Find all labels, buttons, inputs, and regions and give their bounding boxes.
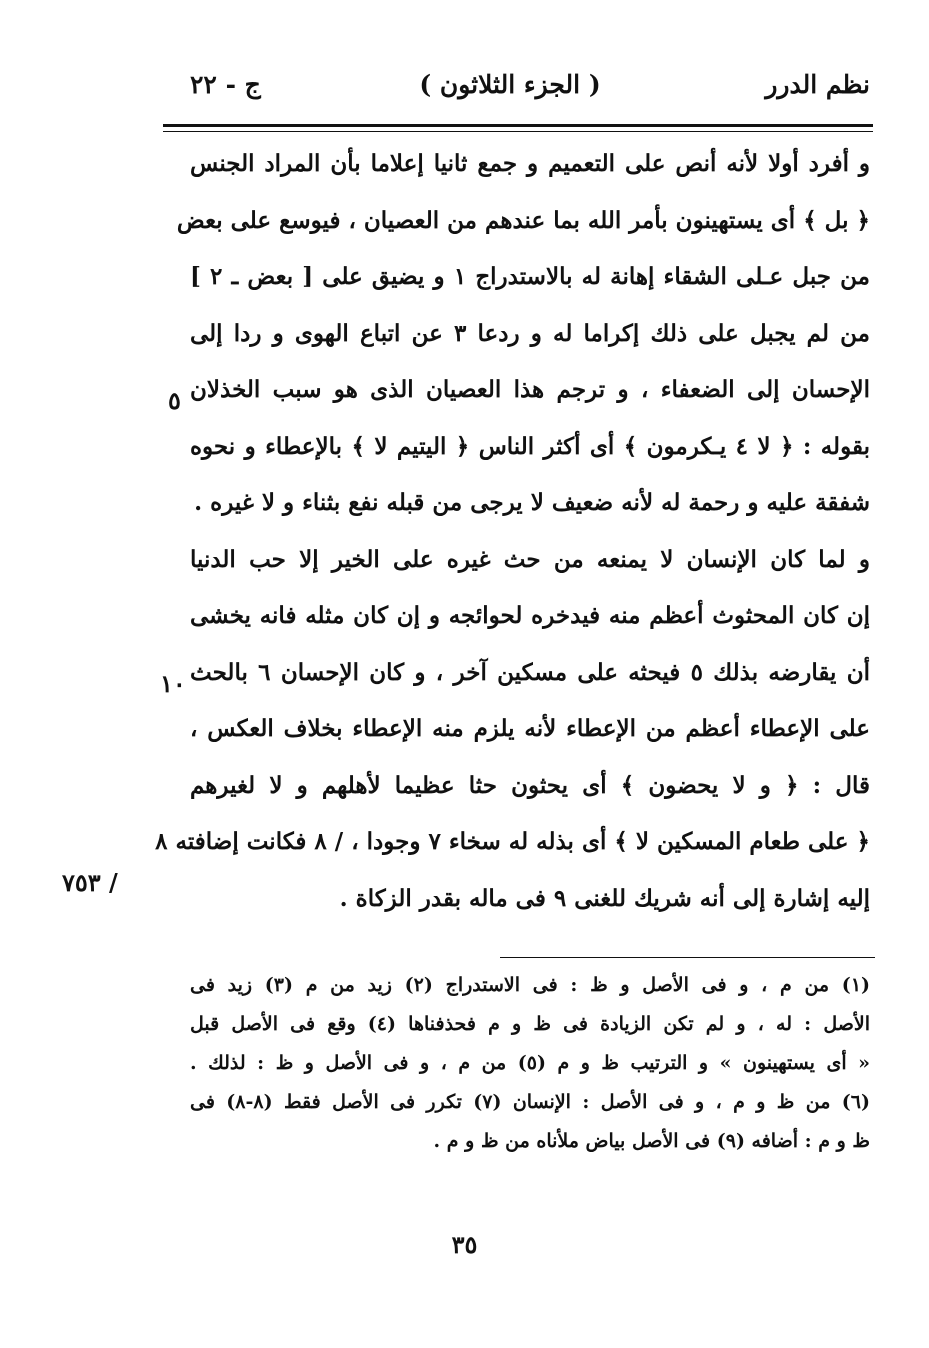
page-number: ٣٥: [451, 1230, 478, 1259]
text-line: إن كان المحثوث أعظم منه فيدخره لحوائجه و إن كان مثله فانه يخشى: [190, 602, 870, 629]
footnotes: [190, 966, 870, 1161]
footnote-line: (٦) من ظ و م ، و فى الأصل : الإنسان (٧) تكرر فى الأصل فقط (٨-٨) فى: [190, 1091, 870, 1113]
margin-folio-marker: ٧٥٣ /: [62, 868, 118, 897]
running-header: [150, 62, 870, 112]
footnote-separator: [500, 957, 875, 958]
footnote-line: (١) من م ، و فى الأصل و ظ : فى الاستدراج (٢) زيد من م (٣) زيد فى: [190, 974, 871, 996]
text-line: و لما كان الإنسان لا يمنعه من حث غيره على الخير إلا حب الدنيا: [190, 545, 870, 573]
header-part-title: ( الجزء الثلاثون ): [419, 70, 601, 99]
text-line: إليه إشارة إلى أنه شريك للغنى ٩ فى ماله بقدر الزكاة .: [339, 884, 870, 912]
text-line: قال : ﴿ و لا يحضون ﴾ أى يحثون حثا عظيما لأهلهم و لا لغيرهم: [190, 771, 870, 799]
footnote-line: « أى يستهينون » و الترتيب ظ و م (٥) من م ، و فى الأصل و ظ : لذلك .: [190, 1052, 870, 1074]
header-rule-thin: [163, 131, 873, 132]
margin-line-number-10: ١٠: [160, 669, 186, 698]
text-line: أن يقارضه بذلك ٥ فيحثه على مسكين آخر ، و كان الإحسان ٦ بالحث: [190, 658, 871, 686]
text-line: من لم يجبل على ذلك إكراما له و ردعا ٣ عن اتباع الهوى و ردا إلى: [190, 319, 870, 347]
text-line: على الإعطاء أعظم من الإعطاء لأنه يلزم منه الإعطاء بخلاف العكس ،: [190, 715, 870, 742]
margin-line-number-5: ٥: [168, 386, 181, 415]
text-line: بقوله : ﴿ لا ٤ يـكرمون ﴾ أى أكثر الناس ﴿ اليتيم لا ﴾ بالإعطاء و نحوه: [190, 432, 870, 460]
text-line: ﴿ على طعام المسكين لا ﴾ أى بذله له سخاء ٧ وجودا ، / ٨ فكانت إضافته ٨: [155, 828, 870, 855]
footnote-line: ظ و م : أضافه (٩) فى الأصل بياض ملأناه من ظ و م .: [433, 1130, 870, 1152]
text-line: شفقة عليه و رحمة له لأنه ضعيف لا يرجى من قبله نفع بثناء و لا غيره .: [194, 489, 870, 516]
text-line: ﴿ بل ﴾ أى يستهينون بأمر الله بما عندهم من العصيان ، فيوسع على بعض: [176, 206, 870, 234]
header-rule-thick: [163, 124, 873, 127]
text-line: و أفرد أولا لأنه أنص على التعميم و جمع ثانيا إعلاما بأن المراد الجنس: [190, 150, 870, 177]
header-book-title: نظم الدرر: [765, 70, 870, 99]
text-line: الإحسان إلى الضعفاء ، و ترجم هذا العصيان الذى هو سبب الخذلان: [190, 376, 870, 403]
footnote-line: الأصل : له ، و لم تكن الزيادة فى ظ و م فحذفناها (٤) وقع فى الأصل قبل: [190, 1013, 870, 1035]
text-line: من جبل عـلى الشقاء إهانة له بالاستدراج ١ و يضيق على [ بعض ـ ٢ ]: [190, 263, 870, 290]
header-volume-label: ج - ٢٢: [190, 70, 261, 99]
